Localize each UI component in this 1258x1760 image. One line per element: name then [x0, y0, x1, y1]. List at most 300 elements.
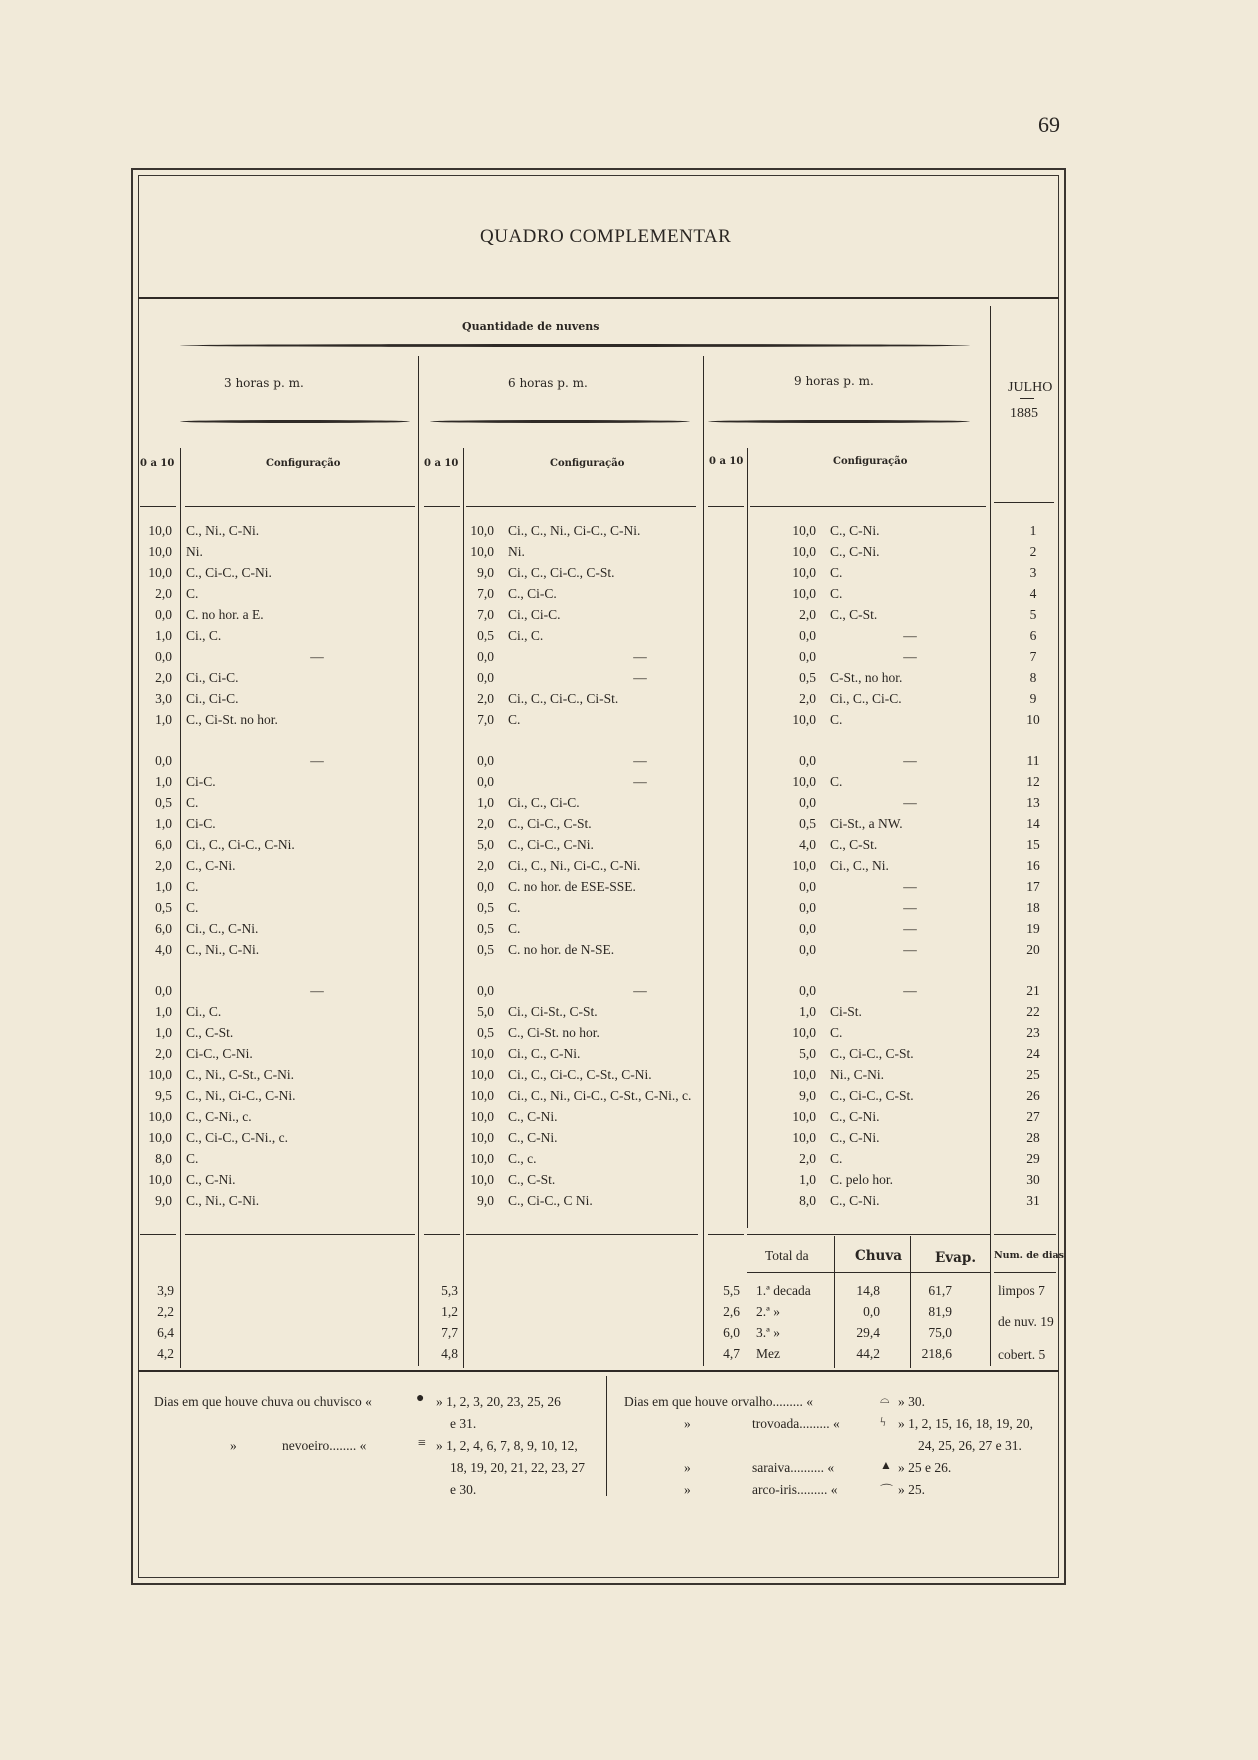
day-number: 4 — [1029, 585, 1037, 601]
cloud-6pm-config: — — [633, 752, 647, 768]
rain-symbol-icon: ● — [416, 1391, 425, 1406]
day-number: 9 — [1029, 690, 1037, 706]
footer-saraiva-label: saraiva.......... « — [752, 1460, 835, 1475]
config-header-2: Configuração — [550, 458, 625, 469]
rule — [424, 1234, 460, 1235]
cloud-6pm-value: 0,0 — [477, 773, 494, 789]
cloud-6pm-value: 10,0 — [470, 1129, 494, 1145]
table-row — [136, 646, 1066, 667]
period2-rule — [430, 420, 690, 423]
evap-total: 75,0 — [928, 1325, 952, 1340]
cloud-6pm-value: 7,0 — [477, 606, 494, 622]
cloud-9pm-avg: 6,0 — [723, 1325, 740, 1340]
rule — [466, 506, 696, 507]
cloud-9pm-config: C., C-Ni. — [830, 522, 880, 538]
rain-total: 29,4 — [856, 1325, 880, 1340]
footer-arco-label: arco-iris......... « — [752, 1482, 838, 1497]
footer-ditto: » — [230, 1438, 237, 1453]
table-row — [136, 1190, 1066, 1211]
day-number: 16 — [1026, 857, 1040, 873]
cloud-9pm-value: 0,0 — [799, 982, 816, 998]
cloud-9pm-value: 0,0 — [799, 752, 816, 768]
cloud-9pm-value: 0,5 — [799, 815, 816, 831]
row-gap — [136, 730, 1066, 750]
footer-chuva-days: » 1, 2, 3, 20, 23, 25, 26 — [436, 1394, 561, 1409]
group-rule — [180, 344, 970, 347]
cloud-9pm-config: Ci., C., Ci-C. — [830, 690, 902, 706]
cloud-9pm-value: 10,0 — [792, 773, 816, 789]
cloud-6pm-config: Ci., Ci-St., C-St. — [508, 1003, 598, 1019]
rule — [708, 1234, 744, 1235]
cloud-6pm-config: Ci., C., Ci-C., C-St. — [508, 564, 615, 580]
cloud-6pm-config: Ci., C., Ni., Ci-C., C-Ni. — [508, 522, 641, 538]
footer-trovoada-label: trovoada......... « — [752, 1416, 840, 1431]
cloud-3pm-config: C., Ni., C-St., C-Ni. — [186, 1066, 295, 1082]
cloud-3pm-config: Ni. — [186, 543, 203, 559]
cloud-6pm-config: C. — [508, 920, 521, 936]
cloud-6pm-value: 10,0 — [470, 1066, 494, 1082]
period1-rule — [180, 420, 410, 423]
cloud-3pm-config: C. — [186, 794, 199, 810]
cloud-3pm-config: C. — [186, 878, 199, 894]
table-row — [136, 750, 1066, 771]
page-number: 69 — [1038, 112, 1060, 137]
table-row — [136, 1169, 1066, 1190]
rule — [140, 1234, 176, 1235]
cloud-3pm-value: 1,0 — [155, 1024, 172, 1040]
cloud-6pm-value: 9,0 — [477, 564, 494, 580]
cloud-6pm-config: C., Ci-C., C-Ni. — [508, 836, 594, 852]
footer-rule — [138, 1370, 1059, 1372]
day-number: 24 — [1026, 1045, 1040, 1061]
cloud-9pm-config: C. — [830, 773, 843, 789]
cloud-6pm-value: 0,5 — [477, 899, 494, 915]
day-number: 27 — [1026, 1108, 1040, 1124]
row-gap — [136, 960, 1066, 980]
cloud-6pm-avg: 5,3 — [441, 1283, 458, 1298]
footer-chuva-days-cont: e 31. — [450, 1416, 477, 1431]
cloud-9pm-config: Ci-St., a NW. — [830, 815, 903, 831]
rainbow-symbol-icon: ⌒ — [880, 1483, 894, 1498]
cloud-9pm-config: C. — [830, 711, 843, 727]
cloud-9pm-value: 10,0 — [792, 564, 816, 580]
footer-ditto: » — [684, 1416, 691, 1431]
cloud-3pm-value: 10,0 — [148, 1066, 172, 1082]
gap-cell — [136, 730, 1066, 750]
table-row — [136, 1148, 1066, 1169]
cloud-3pm-value: 9,0 — [155, 1192, 172, 1208]
cloud-9pm-config: C., Ci-C., C-St. — [830, 1045, 914, 1061]
table-row — [136, 1043, 1066, 1064]
table-row — [136, 939, 1066, 960]
scale-header-1: 0 a 10 — [140, 458, 175, 469]
cloud-9pm-config: C., C-St. — [830, 836, 878, 852]
cloud-3pm-config: C., C-St. — [186, 1024, 234, 1040]
footer-arco-days: » 25. — [898, 1482, 925, 1497]
cloud-3pm-value: 6,0 — [155, 836, 172, 852]
footer-ditto: » — [684, 1482, 691, 1497]
day-number: 29 — [1026, 1150, 1040, 1166]
day-number: 19 — [1026, 920, 1040, 936]
cloud-3pm-value: 10,0 — [148, 1108, 172, 1124]
cloud-9pm-value: 0,0 — [799, 648, 816, 664]
cloud-3pm-value: 0,0 — [155, 606, 172, 622]
cloud-3pm-value: 0,5 — [155, 899, 172, 915]
cloud-6pm-config: C., Ci-C. — [508, 585, 557, 601]
col-divider — [834, 1236, 835, 1368]
cloud-9pm-value: 8,0 — [799, 1192, 816, 1208]
table-row — [136, 520, 1066, 541]
footer-saraiva-days: » 25 e 26. — [898, 1460, 952, 1475]
table-row — [136, 1085, 1066, 1106]
cloud-6pm-value: 0,0 — [477, 648, 494, 664]
cloud-6pm-config: C., C-St. — [508, 1171, 556, 1187]
table-row — [136, 855, 1066, 876]
period-label: Mez — [756, 1346, 780, 1361]
table-row — [136, 1064, 1066, 1085]
footer-nevoeiro-days-3: e 30. — [450, 1482, 477, 1497]
config-header-3: Configuração — [833, 456, 908, 467]
cloud-3pm-config: Ci., C. — [186, 1003, 222, 1019]
cloud-6pm-config: Ni. — [508, 543, 525, 559]
cloud-9pm-config: C., C-Ni. — [830, 1192, 880, 1208]
cloud-9pm-config: C., C-Ni. — [830, 1129, 880, 1145]
cloud-6pm-config: Ci., Ci-C. — [508, 606, 561, 622]
cloud-6pm-value: 2,0 — [477, 815, 494, 831]
cloud-3pm-config: Ci., Ci-C. — [186, 669, 239, 685]
rule — [466, 1234, 698, 1235]
table-row — [136, 709, 1066, 730]
cloud-9pm-value: 0,0 — [799, 794, 816, 810]
cloud-6pm-value: 0,0 — [477, 878, 494, 894]
cloud-9pm-value: 10,0 — [792, 711, 816, 727]
cloud-9pm-config: — — [903, 941, 917, 957]
table-row — [136, 813, 1066, 834]
cloud-6pm-value: 10,0 — [470, 1108, 494, 1124]
rule — [140, 506, 176, 507]
title-rule — [138, 297, 1059, 299]
hail-symbol-icon: ▲ — [880, 1458, 892, 1472]
table-row — [136, 834, 1066, 855]
cloud-6pm-config: Ci., C., Ni., Ci-C., C-Ni. — [508, 857, 641, 873]
footer-orvalho-label: Dias em que houve orvalho......... « — [624, 1394, 813, 1409]
day-number: 11 — [1026, 752, 1040, 768]
cloud-6pm-value: 10,0 — [470, 1150, 494, 1166]
day-number: 28 — [1026, 1129, 1040, 1145]
table-row — [136, 876, 1066, 897]
cloud-9pm-config: Ci-St. — [830, 1003, 862, 1019]
month-label: JULHO — [1008, 380, 1053, 395]
cloud-6pm-value: 0,5 — [477, 941, 494, 957]
cloud-9pm-value: 0,0 — [799, 878, 816, 894]
cloud-6pm-value: 7,0 — [477, 711, 494, 727]
cloud-9pm-value: 0,0 — [799, 899, 816, 915]
day-number: 17 — [1026, 878, 1040, 894]
day-number: 15 — [1026, 836, 1040, 852]
cloud-9pm-config: Ci., C., Ni. — [830, 857, 889, 873]
cloud-9pm-value: 4,0 — [799, 836, 816, 852]
cloud-3pm-value: 0,0 — [155, 752, 172, 768]
cloud-6pm-avg: 1,2 — [441, 1304, 458, 1319]
footer-orvalho-days: » 30. — [898, 1394, 925, 1409]
cloud-3pm-value: 10,0 — [148, 522, 172, 538]
cloud-3pm-config: Ci., C., C-Ni. — [186, 920, 259, 936]
footer-divider — [606, 1376, 607, 1496]
day-number: 6 — [1029, 627, 1037, 643]
day-number: 30 — [1026, 1171, 1040, 1187]
cloud-6pm-config: Ci., C., Ci-C., C-St., C-Ni. — [508, 1066, 652, 1082]
cloud-9pm-config: — — [903, 648, 917, 664]
cloud-9pm-value: 10,0 — [792, 1108, 816, 1124]
cloud-3pm-config: Ci-C. — [186, 815, 216, 831]
cloud-6pm-value: 10,0 — [470, 522, 494, 538]
cloud-3pm-value: 1,0 — [155, 1003, 172, 1019]
cloud-3pm-value: 1,0 — [155, 815, 172, 831]
cloud-9pm-value: 10,0 — [792, 585, 816, 601]
cloud-6pm-value: 2,0 — [477, 857, 494, 873]
rule — [750, 506, 986, 507]
cloud-9pm-value: 10,0 — [792, 522, 816, 538]
cloud-9pm-value: 5,0 — [799, 1045, 816, 1061]
cloud-9pm-value: 2,0 — [799, 1150, 816, 1166]
cloud-9pm-config: — — [903, 794, 917, 810]
cloud-9pm-value: 1,0 — [799, 1171, 816, 1187]
cloud-6pm-value: 7,0 — [477, 585, 494, 601]
cloud-9pm-avg: 2,6 — [723, 1304, 740, 1319]
cloud-6pm-value: 0,0 — [477, 752, 494, 768]
cloud-6pm-value: 1,0 — [477, 794, 494, 810]
cloud-9pm-value: 0,5 — [799, 669, 816, 685]
cloud-3pm-config: — — [310, 648, 324, 664]
gap-cell — [136, 960, 1066, 980]
cloud-9pm-value: 10,0 — [792, 1066, 816, 1082]
cloud-3pm-config: C., C-Ni., c. — [186, 1108, 252, 1124]
cloud-3pm-value: 3,0 — [155, 690, 172, 706]
day-number: 25 — [1026, 1066, 1040, 1082]
cloud-6pm-avg: 4,8 — [441, 1346, 458, 1361]
cloud-9pm-value: 0,0 — [799, 941, 816, 957]
day-number: 31 — [1026, 1192, 1040, 1208]
cloud-6pm-config: C. — [508, 899, 521, 915]
cloud-6pm-value: 0,0 — [477, 982, 494, 998]
cloud-9pm-value: 10,0 — [792, 1024, 816, 1040]
cloud-3pm-config: C., Ci-C., C-Ni., c. — [186, 1129, 289, 1145]
evap-total: 218,6 — [921, 1346, 952, 1361]
evap-label: Evap. — [935, 1250, 977, 1266]
rain-total: 0,0 — [863, 1304, 880, 1319]
day-number: 20 — [1026, 941, 1040, 957]
cloud-6pm-config: C., Ci-C., C-St. — [508, 815, 592, 831]
cloud-9pm-value: 0,0 — [799, 627, 816, 643]
rule — [994, 1234, 1056, 1235]
cloud-3pm-value: 1,0 — [155, 878, 172, 894]
cloud-3pm-value: 10,0 — [148, 1171, 172, 1187]
cloud-9pm-value: 9,0 — [799, 1087, 816, 1103]
chuva-label: Chuva — [855, 1248, 902, 1264]
rain-total: 14,8 — [856, 1283, 880, 1298]
evap-total: 61,7 — [928, 1283, 952, 1298]
cobert-count: cobert. 5 — [998, 1347, 1046, 1362]
cloud-9pm-config: — — [903, 899, 917, 915]
day-number: 2 — [1029, 543, 1037, 559]
period-label: 1.ª decada — [756, 1283, 811, 1298]
cloud-3pm-value: 1,0 — [155, 711, 172, 727]
table-row — [136, 980, 1066, 1001]
day-number: 5 — [1029, 606, 1037, 622]
cloud-6pm-value: 5,0 — [477, 836, 494, 852]
cloud-9pm-config: — — [903, 878, 917, 894]
table-row — [136, 583, 1066, 604]
cloud-6pm-config: C. no hor. de N-SE. — [508, 941, 615, 957]
cloud-3pm-value: 0,5 — [155, 794, 172, 810]
period-9pm: 9 horas p. m. — [794, 374, 874, 388]
rule — [994, 502, 1054, 503]
cloud-9pm-value: 2,0 — [799, 690, 816, 706]
cloud-6pm-config: Ci., C. — [508, 627, 544, 643]
day-number: 21 — [1026, 982, 1040, 998]
cloud-9pm-config: C., C-Ni. — [830, 543, 880, 559]
table-row — [136, 688, 1066, 709]
cloud-9pm-config: C-St., no hor. — [830, 669, 903, 685]
rule — [424, 506, 460, 507]
rule — [747, 1272, 990, 1273]
period-label: 2.ª » — [756, 1304, 780, 1319]
cloud-6pm-config: — — [633, 648, 647, 664]
cloud-3pm-value: 0,0 — [155, 648, 172, 664]
rule — [747, 1234, 990, 1235]
footer-nevoeiro-days: » 1, 2, 4, 6, 7, 8, 9, 10, 12, — [436, 1438, 578, 1453]
day-number: 10 — [1026, 711, 1040, 727]
cloud-3pm-config: C. — [186, 1150, 199, 1166]
day-number: 12 — [1026, 773, 1040, 789]
cloud-9pm-config: C. — [830, 1150, 843, 1166]
cloud-6pm-avg: 7,7 — [441, 1325, 458, 1340]
dew-symbol-icon: ⌓ — [880, 1392, 890, 1406]
day-number: 8 — [1029, 669, 1037, 685]
cloud-3pm-value: 10,0 — [148, 564, 172, 580]
cloud-3pm-config: Ci., C., Ci-C., C-Ni. — [186, 836, 295, 852]
period-6pm: 6 horas p. m. — [508, 376, 588, 390]
cloud-6pm-config: C. no hor. de ESE-SSE. — [508, 878, 636, 894]
cloud-6pm-config: C. — [508, 711, 521, 727]
cloud-3pm-value: 4,0 — [155, 941, 172, 957]
cloud-6pm-config: C., Ci-St. no hor. — [508, 1024, 600, 1040]
cloud-9pm-config: C. — [830, 1024, 843, 1040]
cloud-3pm-value: 2,0 — [155, 857, 172, 873]
cloud-9pm-config: C. pelo hor. — [830, 1171, 893, 1187]
config-header-1: Configuração — [266, 458, 341, 469]
cloud-3pm-value: 1,0 — [155, 773, 172, 789]
day-number: 26 — [1026, 1087, 1040, 1103]
cloud-9pm-avg: 5,5 — [723, 1283, 740, 1298]
cloud-3pm-config: C., C-Ni. — [186, 857, 236, 873]
cloud-9pm-config: C., C-St. — [830, 606, 878, 622]
period3-rule — [708, 420, 970, 423]
cloud-9pm-value: 10,0 — [792, 543, 816, 559]
cloud-3pm-value: 8,0 — [155, 1150, 172, 1166]
cloud-3pm-avg: 4,2 — [157, 1346, 174, 1361]
cloud-6pm-value: 0,5 — [477, 920, 494, 936]
page-title: QUADRO COMPLEMENTAR — [480, 226, 732, 247]
cloud-9pm-avg: 4,7 — [723, 1346, 740, 1361]
fog-symbol-icon: ≡ — [418, 1436, 426, 1451]
cloud-3pm-config: — — [310, 982, 324, 998]
cloud-3pm-value: 2,0 — [155, 1045, 172, 1061]
cloud-9pm-config: — — [903, 982, 917, 998]
cloud-3pm-config: Ci., C. — [186, 627, 222, 643]
cloud-9pm-value: 10,0 — [792, 857, 816, 873]
cloud-6pm-value: 2,0 — [477, 690, 494, 706]
cloud-6pm-value: 0,5 — [477, 1024, 494, 1040]
cloud-3pm-config: C., C-Ni. — [186, 1171, 236, 1187]
cloud-3pm-config: — — [310, 752, 324, 768]
table-row — [136, 625, 1066, 646]
limpos-count: limpos 7 — [998, 1283, 1045, 1298]
cloud-6pm-config: C., Ci-C., C Ni. — [508, 1192, 593, 1208]
cloud-9pm-value: 1,0 — [799, 1003, 816, 1019]
footer-trovoada-days: » 1, 2, 15, 16, 18, 19, 20, — [898, 1416, 1033, 1431]
cloud-9pm-config: C., Ci-C., C-St. — [830, 1087, 914, 1103]
month-dash — [1020, 398, 1034, 399]
cloud-6pm-value: 10,0 — [470, 1087, 494, 1103]
table-row — [136, 792, 1066, 813]
day-number: 18 — [1026, 899, 1040, 915]
cloud-6pm-value: 0,5 — [477, 627, 494, 643]
footer-nevoeiro-days-2: 18, 19, 20, 21, 22, 23, 27 — [450, 1460, 585, 1475]
cloud-3pm-config: C., Ni., Ci-C., C-Ni. — [186, 1087, 296, 1103]
cloud-9pm-config: — — [903, 627, 917, 643]
col-divider — [910, 1236, 911, 1368]
cloud-6pm-config: Ci., C., Ci-C. — [508, 794, 580, 810]
table-row — [136, 1001, 1066, 1022]
cloud-3pm-config: Ci-C., C-Ni. — [186, 1045, 253, 1061]
total-label: Total da — [765, 1248, 809, 1263]
rule — [185, 506, 415, 507]
cloud-3pm-config: C., Ni., C-Ni. — [186, 941, 260, 957]
cloud-6pm-config: — — [633, 982, 647, 998]
cloud-6pm-value: 5,0 — [477, 1003, 494, 1019]
cloud-6pm-config: Ci., C., C-Ni. — [508, 1045, 581, 1061]
cloud-3pm-value: 10,0 — [148, 543, 172, 559]
cloud-3pm-avg: 3,9 — [157, 1283, 174, 1298]
cloud-6pm-config: — — [633, 773, 647, 789]
table-row — [136, 1127, 1066, 1148]
cloud-3pm-config: Ci., Ci-C. — [186, 690, 239, 706]
cloud-6pm-config: C., C-Ni. — [508, 1108, 558, 1124]
cloud-9pm-config: C., C-Ni. — [830, 1108, 880, 1124]
period-3pm: 3 horas p. m. — [224, 376, 304, 390]
footer-chuva-label: Dias em que houve chuva ou chuvisco « — [154, 1394, 372, 1409]
rule — [185, 1234, 415, 1235]
cloud-9pm-value: 2,0 — [799, 606, 816, 622]
day-number: 7 — [1029, 648, 1037, 664]
table-row — [136, 604, 1066, 625]
table-row — [136, 918, 1066, 939]
cloud-3pm-config: C., Ci-C., C-Ni. — [186, 564, 272, 580]
rule — [708, 506, 744, 507]
cloud-3pm-value: 2,0 — [155, 669, 172, 685]
cloud-3pm-value: 9,5 — [155, 1087, 172, 1103]
footer-trovoada-days-2: 24, 25, 26, 27 e 31. — [918, 1438, 1022, 1453]
cloud-3pm-avg: 6,4 — [157, 1325, 174, 1340]
cloud-6pm-config: — — [633, 669, 647, 685]
cloud-3pm-value: 0,0 — [155, 982, 172, 998]
table-row — [136, 667, 1066, 688]
scale-header-3: 0 a 10 — [709, 456, 744, 467]
day-number: 14 — [1026, 815, 1040, 831]
cloud-6pm-value: 9,0 — [477, 1192, 494, 1208]
cloud-6pm-config: Ci., C., Ni., Ci-C., C-St., C-Ni., c. — [508, 1087, 692, 1103]
